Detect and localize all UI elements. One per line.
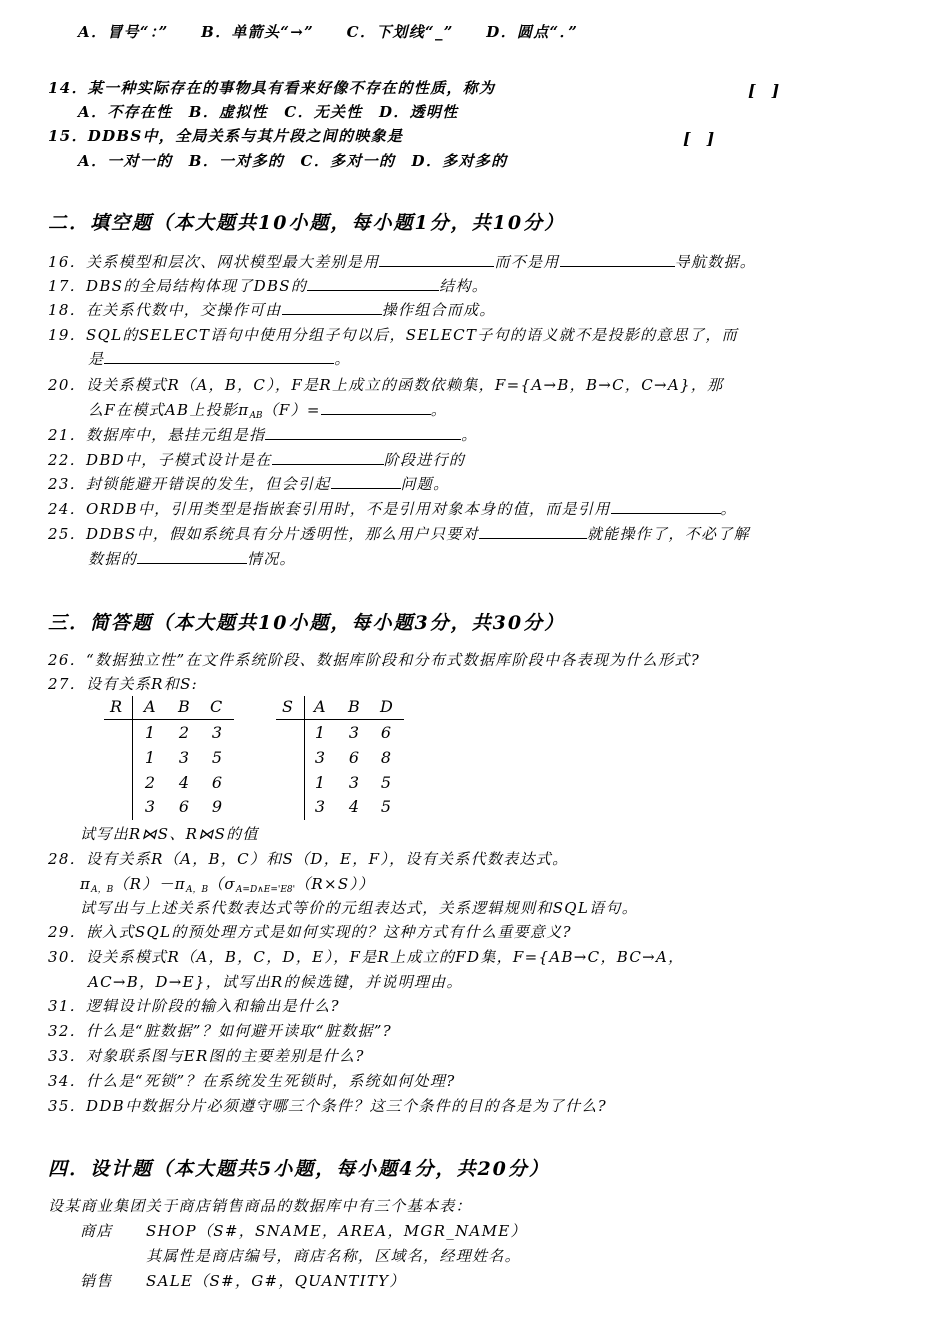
table-cell: 6	[348, 748, 360, 767]
q16: 16．关系模型和层次、网状模型最大差别是用 而不是用 导航数据。	[48, 253, 757, 271]
table-cell: 6	[380, 723, 392, 742]
q34: 34．什么是“死锁”？在系统发生死锁时，系统如何处理?	[48, 1072, 456, 1090]
relation-s-col-d: D	[380, 697, 393, 716]
table-cell: 3	[314, 748, 326, 767]
q21: 21．数据库中，悬挂元组是指 。	[48, 426, 478, 444]
table-cell: 6	[178, 797, 190, 816]
q30-line1: 30．设关系模式R（A，B，C，D，E），F是R上成立的FD集，F={AB→C，BC→A，	[48, 948, 685, 966]
sale-label: 销售	[80, 1272, 113, 1290]
sale-schema: SALE（S#，G#，QUANTITY）	[146, 1272, 406, 1290]
relation-r-vline	[132, 696, 133, 820]
q26: 26．“数据独立性”在文件系统阶段、数据库阶段和分布式数据库阶段中各表现为什么形式?	[48, 651, 701, 669]
q23: 23．封锁能避开错误的发生，但会引起 问题。	[48, 475, 450, 493]
relation-r-table	[104, 696, 234, 820]
shop-description: 其属性是商店编号，商店名称，区域名，经理姓名。	[146, 1247, 521, 1265]
table-cell: 1	[144, 748, 156, 767]
q35: 35．DDB中数据分片必须遵守哪三个条件？这三个条件的目的各是为了什么?	[48, 1097, 608, 1115]
relation-r-name: R	[110, 697, 123, 716]
shop-schema: SHOP（S#，SNAME，AREA，MGR_NAME）	[146, 1222, 527, 1240]
q14-bracket: [ ]	[748, 81, 780, 100]
q20-line1: 20．设关系模式R（A，B，C），F是R上成立的函数依赖集，F={A→B，B→C，C→A}，那	[48, 376, 724, 394]
q25-line2: 数据的 情况。	[88, 550, 296, 568]
table-cell: 1	[144, 723, 156, 742]
q27-ask: 试写出R⋈S、R⋈S的值	[80, 825, 259, 843]
shop-label: 商店	[80, 1222, 113, 1240]
q14-options: A．不存在性 B．虚拟性 C．无关性 D．透明性	[78, 103, 459, 121]
q19-line2: 是 。	[88, 350, 351, 368]
q15-bracket: [ ]	[683, 129, 715, 148]
q28-expression: $\pi_{A,B}(R)-\pi_{A,B}(\sigma_{A=D\wedge E='E8'}(R\times S))$	[80, 875, 375, 895]
table-cell: 4	[178, 773, 190, 792]
section4-title: 四．设计题（本大题共5小题，每小题4分，共20分）	[48, 1158, 550, 1180]
q24: 24．ORDB中，引用类型是指嵌套引用时，不是引用对象本身的值，而是引用 。	[48, 500, 737, 518]
q20-line2: 么F在模式AB上投影$\pi_{AB}(F)=$ 。	[88, 401, 448, 421]
q27: 27．设有关系R和S:	[48, 675, 199, 693]
relation-s-vline	[304, 696, 305, 820]
q15-options: A．一对一的 B．一对多的 C．多对一的 D．多对多的	[78, 152, 508, 170]
table-cell: 1	[314, 773, 326, 792]
section3-title: 三．简答题（本大题共10小题，每小题3分，共30分）	[48, 612, 566, 634]
relation-s-col-a: A	[314, 697, 326, 716]
q25-line1: 25．DDBS中，假如系统具有分片透明性，那么用户只要对 就能操作了，不必了解	[48, 525, 750, 543]
q31: 31．逻辑设计阶段的输入和输出是什么?	[48, 997, 340, 1015]
table-cell: 5	[380, 797, 392, 816]
relation-r-col-b: B	[178, 697, 190, 716]
q29: 29．嵌入式SQL的预处理方式是如何实现的？这种方式有什么重要意义?	[48, 923, 572, 941]
table-cell: 6	[211, 773, 223, 792]
q15-stem: 15．DDBS中，全局关系与其片段之间的映象是	[48, 127, 404, 145]
table-cell: 3	[178, 748, 190, 767]
relation-s-table	[276, 696, 404, 820]
table-cell: 3	[314, 797, 326, 816]
q28-line1: 28．设有关系R（A，B，C）和S（D，E，F），设有关系代数表达式。	[48, 850, 569, 868]
table-cell: 3	[348, 723, 360, 742]
section2-title: 二．填空题（本大题共10小题，每小题1分，共10分）	[48, 212, 566, 234]
relation-s-name: S	[282, 697, 293, 716]
q18: 18．在关系代数中，交操作可由 操作组合而成。	[48, 301, 496, 319]
design-intro: 设某商业集团关于商店销售商品的数据库中有三个基本表：	[48, 1197, 472, 1215]
table-cell: 3	[144, 797, 156, 816]
table-cell: 4	[348, 797, 360, 816]
q14-stem: 14．某一种实际存在的事物具有看来好像不存在的性质，称为	[48, 79, 496, 97]
relation-r-hline	[104, 719, 234, 720]
table-cell: 8	[380, 748, 392, 767]
table-cell: 3	[211, 723, 223, 742]
table-cell: 3	[348, 773, 360, 792]
table-cell: 2	[178, 723, 190, 742]
table-cell: 1	[314, 723, 326, 742]
relation-r-col-a: A	[144, 697, 156, 716]
q33: 33．对象联系图与ER图的主要差别是什么?	[48, 1047, 365, 1065]
q32: 32．什么是“脏数据”？如何避开读取“脏数据”?	[48, 1022, 393, 1040]
relation-s-col-b: B	[348, 697, 360, 716]
q30-line2: AC→B，D→E}，试写出R的候选键，并说明理由。	[88, 973, 463, 991]
q13-options: A．冒号“：” B．单箭头“→” C．下划线“_” D．圆点“．”	[78, 23, 579, 41]
q22: 22．DBD中，子模式设计是在 阶段进行的	[48, 451, 466, 469]
table-cell: 2	[144, 773, 156, 792]
q19-line1: 19．SQL的SELECT语句中使用分组子句以后，SELECT子句的语义就不是投影的意思了，而	[48, 326, 738, 344]
table-cell: 5	[380, 773, 392, 792]
q17: 17．DBS的全局结构体现了DBS的 结构。	[48, 277, 489, 295]
relation-r-col-c: C	[210, 697, 223, 716]
table-cell: 5	[211, 748, 223, 767]
table-cell: 9	[211, 797, 223, 816]
q28-line3: 试写出与上述关系代数表达式等价的元组表达式，关系逻辑规则和SQL语句。	[80, 899, 639, 917]
relation-s-hline	[276, 719, 404, 720]
